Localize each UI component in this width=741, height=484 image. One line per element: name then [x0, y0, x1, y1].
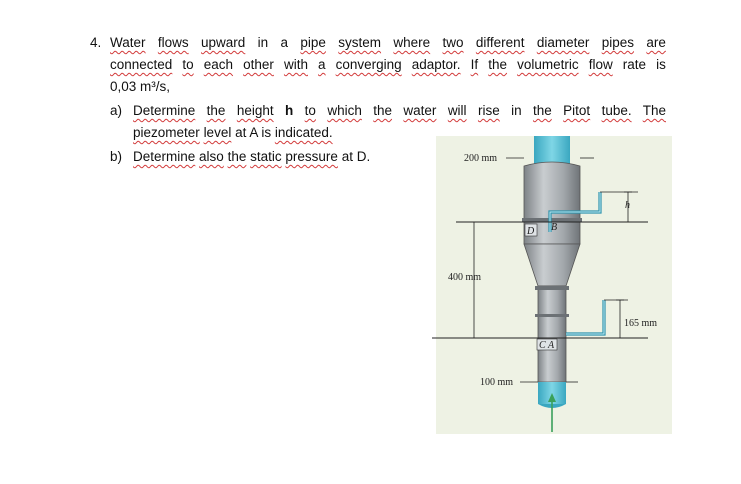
length-label: 400 mm	[448, 272, 482, 283]
text-run	[552, 103, 563, 118]
text-run: will	[447, 103, 467, 118]
text-run: pipe	[300, 35, 326, 50]
question-line-3: 0,03 m³/s,	[110, 79, 171, 94]
question-line-1	[110, 33, 666, 53]
text-run	[233, 57, 243, 72]
text-run: the	[206, 103, 226, 118]
text-run: two	[442, 35, 464, 50]
text-run	[326, 35, 338, 50]
text-run: where	[393, 35, 431, 50]
point-d-label: D	[527, 226, 535, 237]
text-run: other	[243, 57, 274, 72]
pipe-diagram	[428, 136, 676, 438]
text-run: which	[327, 103, 362, 118]
text-run	[274, 103, 285, 118]
part-a-text-line-1	[133, 101, 666, 121]
text-run: to	[182, 57, 194, 72]
lower-flange	[535, 314, 569, 317]
point-a-label: A	[548, 340, 555, 351]
text-run: also	[199, 149, 224, 164]
text-run: level	[203, 125, 232, 140]
top-diameter-label: 200 mm	[464, 153, 498, 164]
text-run: tube.	[601, 103, 632, 118]
text-run	[461, 57, 471, 72]
part-a-label: a)	[110, 103, 123, 118]
text-run: adaptor.	[411, 57, 461, 72]
text-run: If	[470, 57, 479, 72]
text-run	[326, 57, 336, 72]
text-run: static	[250, 149, 282, 164]
text-run	[402, 57, 412, 72]
question-line-2	[110, 55, 666, 75]
text-run: a	[318, 57, 326, 72]
text-run: indicated.	[274, 125, 333, 140]
adaptor-flange	[535, 286, 569, 290]
text-run: volumetric	[517, 57, 579, 72]
text-run: pressure	[285, 149, 338, 164]
text-run: the	[532, 103, 552, 118]
text-run: height	[236, 103, 274, 118]
bottom-diameter-label: 100 mm	[480, 377, 514, 388]
text-run: The	[642, 103, 666, 118]
text-run: Water	[110, 35, 146, 50]
text-run	[381, 35, 393, 50]
text-run	[172, 57, 182, 72]
text-run: the	[373, 103, 393, 118]
text-run	[189, 35, 201, 50]
text-run	[146, 35, 158, 50]
question-number: 4.	[90, 35, 102, 50]
text-run: in	[499, 103, 533, 118]
text-run	[293, 103, 304, 118]
text-run: at D.	[337, 149, 371, 164]
text-run: each	[203, 57, 234, 72]
text-run	[362, 103, 373, 118]
text-run: system	[338, 35, 382, 50]
text-run	[274, 57, 284, 72]
text-run: water	[403, 103, 437, 118]
text-run: are	[646, 35, 666, 50]
text-run: diameter	[536, 35, 590, 50]
text-run: different	[475, 35, 525, 50]
text-run: Determine	[133, 149, 196, 164]
text-run	[436, 103, 447, 118]
text-run: converging	[335, 57, 402, 72]
text-run	[507, 57, 517, 72]
text-run	[590, 103, 601, 118]
text-run: the	[227, 149, 247, 164]
text-run: flow	[588, 57, 613, 72]
text-run: the	[488, 57, 508, 72]
point-b-label: B	[551, 222, 558, 233]
text-run: pipes	[601, 35, 634, 50]
text-run: h	[285, 103, 294, 118]
text-run	[632, 103, 643, 118]
text-run	[467, 103, 478, 118]
point-c-label: C	[539, 340, 546, 351]
text-run	[478, 57, 488, 72]
text-run: at A is	[231, 125, 275, 140]
part-b-text	[133, 147, 370, 167]
text-run: rise	[477, 103, 500, 118]
text-run	[316, 103, 327, 118]
text-run	[308, 57, 318, 72]
text-run: flows	[157, 35, 189, 50]
text-run: piezometer	[133, 125, 200, 140]
lower-pipe	[538, 286, 566, 382]
text-run: upward	[201, 35, 246, 50]
text-run: to	[304, 103, 316, 118]
h-label: h	[625, 200, 630, 211]
text-run: rate is	[612, 57, 666, 72]
part-a-text-line-2	[133, 123, 333, 143]
part-b-label: b)	[110, 149, 123, 164]
text-run	[430, 35, 442, 50]
text-run	[392, 103, 403, 118]
text-run: Pitot	[563, 103, 591, 118]
text-run: with	[283, 57, 308, 72]
text-run: in a	[245, 35, 301, 50]
text-run: connected	[110, 57, 173, 72]
text-run	[464, 35, 476, 50]
text-run	[589, 35, 601, 50]
text-run	[195, 103, 206, 118]
text-run	[225, 103, 236, 118]
text-run	[579, 57, 589, 72]
text-run	[194, 57, 204, 72]
text-run	[524, 35, 536, 50]
text-run	[634, 35, 646, 50]
text-run: Determine	[133, 103, 196, 118]
piezo-height-label: 165 mm	[624, 318, 658, 329]
